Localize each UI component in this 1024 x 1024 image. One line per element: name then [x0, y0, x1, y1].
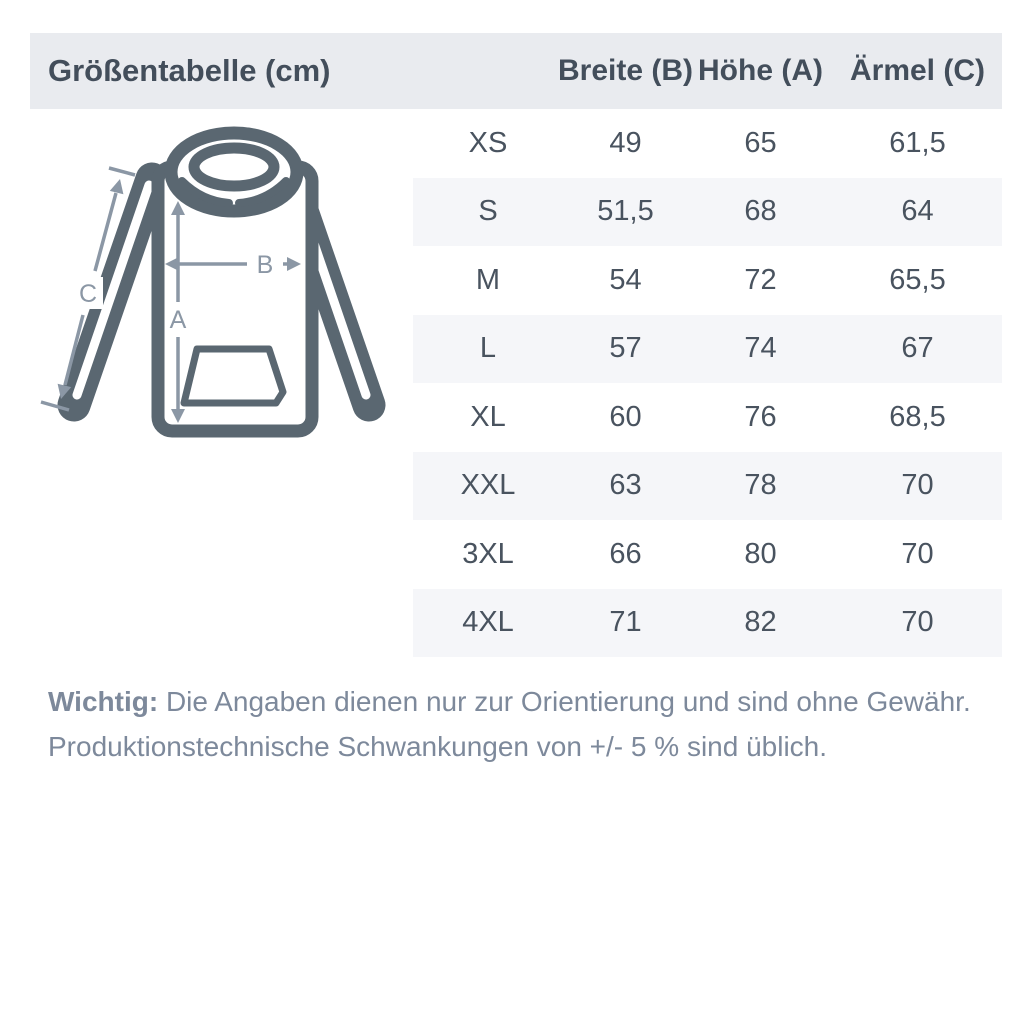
width-arrow-label: B — [256, 251, 274, 279]
size-cell: XXL — [460, 469, 516, 502]
breite-cell: 71 — [609, 606, 642, 639]
hoodie-illustration — [30, 109, 413, 657]
hoodie-diagram — [30, 109, 413, 657]
hoehe-cell: 82 — [744, 606, 777, 639]
table-row — [413, 178, 1002, 247]
aermel-cell: 67 — [901, 332, 934, 365]
table-row — [413, 452, 1002, 521]
hoehe-cell: 78 — [744, 469, 777, 502]
page-title: Größentabelle (cm) — [48, 53, 331, 88]
breite-cell: 54 — [609, 263, 642, 296]
sleeve-arrow-label: C — [78, 280, 98, 308]
hoehe-cell: 80 — [744, 537, 777, 570]
aermel-cell: 65,5 — [889, 263, 946, 296]
size-table — [413, 109, 1002, 657]
disclaimer-lead: Wichtig: — [48, 686, 159, 717]
hoehe-cell: 72 — [744, 263, 777, 296]
column-header-hoehe: Höhe (A) — [698, 54, 823, 87]
table-row — [413, 383, 1002, 452]
aermel-cell: 68,5 — [889, 400, 946, 433]
disclaimer-line-2: Produktionstechnische Schwankungen von +/- 5 % sind üblich. — [48, 731, 828, 762]
table-row — [413, 520, 1002, 589]
disclaimer-text-1: Die Angaben dienen nur zur Orientierung und sind ohne Gewähr. — [158, 686, 971, 717]
breite-cell: 66 — [609, 537, 642, 570]
size-cell: 3XL — [462, 537, 514, 570]
disclaimer-note — [30, 679, 980, 769]
hoehe-cell: 65 — [744, 126, 777, 159]
breite-cell: 63 — [609, 469, 642, 502]
size-cell: XS — [468, 126, 508, 159]
aermel-cell: 70 — [901, 469, 934, 502]
size-chart-header — [30, 33, 1002, 109]
size-cell: 4XL — [462, 606, 514, 639]
aermel-cell: 64 — [901, 195, 934, 228]
aermel-cell: 70 — [901, 537, 934, 570]
size-chart-body — [30, 109, 1002, 657]
aermel-cell: 70 — [901, 606, 934, 639]
table-row — [413, 246, 1002, 315]
hoehe-cell: 74 — [744, 332, 777, 365]
breite-cell: 57 — [609, 332, 642, 365]
size-cell: M — [475, 263, 501, 296]
size-chart-card — [30, 33, 1002, 769]
size-cell: S — [478, 195, 498, 228]
column-header-breite: Breite (B) — [558, 54, 694, 87]
disclaimer-line-1 — [48, 679, 980, 724]
breite-cell: 51,5 — [597, 195, 654, 228]
size-cell: XL — [470, 400, 506, 433]
breite-cell: 60 — [609, 400, 642, 433]
table-row — [413, 315, 1002, 384]
hoehe-cell: 68 — [744, 195, 777, 228]
table-row — [413, 109, 1002, 178]
height-arrow-label: A — [169, 306, 187, 334]
table-row — [413, 589, 1002, 658]
size-cell: L — [479, 332, 497, 365]
hoehe-cell: 76 — [744, 400, 777, 433]
aermel-cell: 61,5 — [889, 126, 946, 159]
breite-cell: 49 — [609, 126, 642, 159]
column-header-aermel: Ärmel (C) — [849, 54, 985, 87]
